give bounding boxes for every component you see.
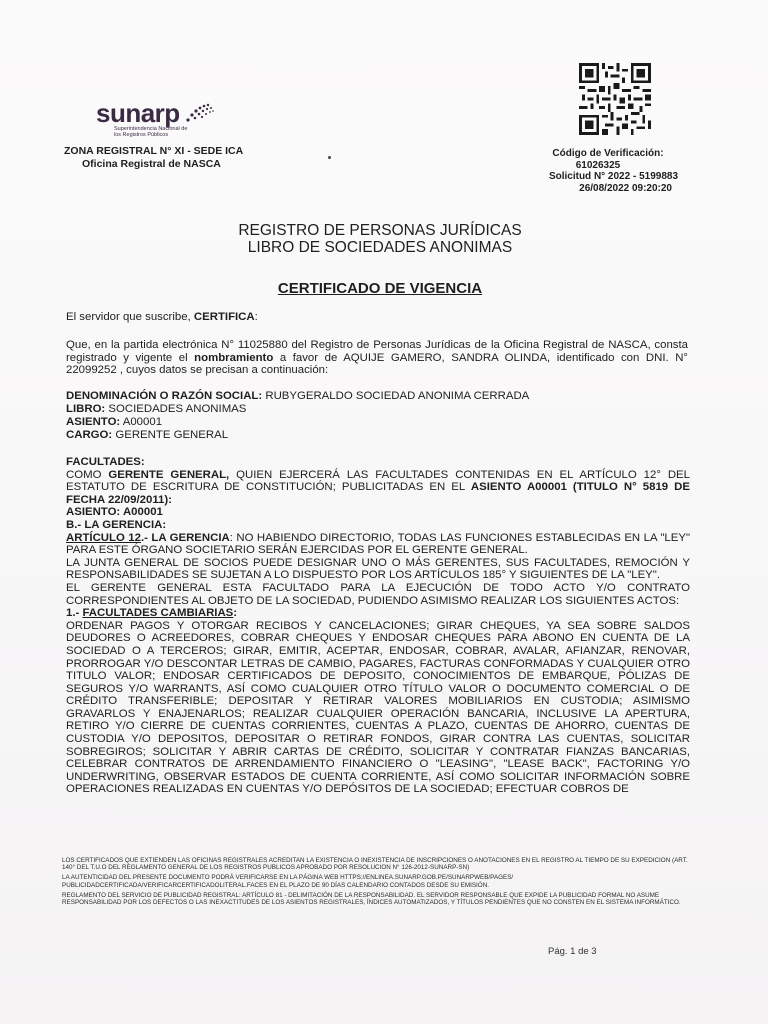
footer-note-2: LA AUTENTICIDAD DEL PRESENTE DOCUMENTO PODRÁ VERIFICARSE EN LA PÁGINA WEB HTTPS://ENLINEA.SUNARP.GOB.PE/SUNARPWEB/PAGES/ PUBLICIDADCERTIFICADA/VERIFICARCERTIFICADOLITERAL.FACES EN EL PLAZO DE 90 DÍAS CALENDARIO CONTADOS DESDE SU EMISIÓN. xyxy=(62,874,514,889)
cargo-value: GERENTE GENERAL xyxy=(112,429,229,441)
logo-wordmark: sunarp xyxy=(96,98,180,128)
registry-title: REGISTRO DE PERSONAS JURÍDICAS xyxy=(238,222,522,239)
footer-note-3: REGLAMENTO DEL SERVICIO DE PUBLICIDAD REGISTRAL: ARTÍCULO 81 - DELIMITACIÓN DE LA RESPONSABILIDAD. EL SERVIDOR RESPONSABLE QUE EXPIDE LA PUBLICIDAD FORMAL NO ASUME RESPONSABILIDAD POR LOS DEFECTOS O LAS INEXACTITUDES DE LOS ASIENTOS REGISTRALES, ÍNDICES AUTOMATIZADOS, Y TÍTULOS PENDIENTES QUE NO CONSTEN EN EL SISTEMA INFORMÁTICO. xyxy=(62,891,681,907)
scan-dot xyxy=(328,156,331,159)
partida-paragraph xyxy=(66,339,688,377)
details-block xyxy=(66,390,686,442)
asiento-row xyxy=(66,416,686,429)
cargo-row xyxy=(66,429,686,442)
nombramiento-word: nombramiento xyxy=(194,351,274,364)
logo-subtitle: Superintendencia Nacional de los Registros Públicos xyxy=(114,126,188,138)
gerente-paragraph: EL GERENTE GENERAL ESTA FACULTADO PARA LA EJECUCIÓN DE TODO ACTO Y/O CONTRATO CORRESPONDIENTES AL OBJETO DE LA SOCIEDAD, PUDIENDO ASIMISMO REALIZAR LOS SIGUIENTES ACTOS: xyxy=(66,581,690,607)
f1-asiento-ref: ASIENTO A00001 (TITULO N° 5819 DE FECHA 22/09/2011): xyxy=(66,481,691,506)
asiento-value: A00001 xyxy=(120,416,163,428)
junta-paragraph: LA JUNTA GENERAL DE SOCIOS PUEDE DESIGNAR UNO O MÁS GERENTES, SUS FACULTADES, REMOCIÓN Y RESPONSABILIDADES SE SUJETAN A LO DISPUESTO POR LOS ARTÍCULOS 185° Y SIGUIENTES DE LA "LEY". xyxy=(66,556,690,582)
cambiarias-label: FACULTADES CAMBIARIAS xyxy=(82,607,234,620)
issue-timestamp: 26/08/2022 09:20:20 xyxy=(579,182,672,194)
intro-text: El servidor que suscribe, xyxy=(66,311,194,323)
cargo-label: CARGO: xyxy=(66,429,113,441)
articulo-gerencia: .- LA GERENCIA xyxy=(140,531,230,544)
footer-note-1: LOS CERTIFICADOS QUE EXTIENDEN LAS OFICINAS REGISTRALES ACREDITAN LA EXISTENCIA O INEXISTENCIA DE INSCRIPCIONES O ANOTACIONES EN EL REGISTRO AL TIEMPO DE SU EXPEDICION (ART. 140° DEL T.U.O DEL REGLAMENTO GENERAL DE LOS REGISTROS PUBLICOS APROBADO POR RESOLUCION N° 126-2012-SUNARP-SN) xyxy=(62,857,688,872)
registry-titles xyxy=(150,222,610,256)
articulo-12 xyxy=(66,532,690,557)
certificate-title: CERTIFICADO DE VIGENCIA xyxy=(277,280,483,297)
verification-block xyxy=(518,148,678,194)
cambiarias-num: 1.- xyxy=(66,607,83,620)
asiento-line: ASIENTO: A00001 xyxy=(66,506,163,519)
codigo-value: 61026325 xyxy=(575,159,621,171)
zona-text: ZONA REGISTRAL N° XI - SEDE ICA xyxy=(64,145,244,157)
zona-registral xyxy=(64,145,243,171)
partida-text-b: a favor de AQUIJE GAMERO, SANDRA OLINDA, identificado con DNI. N° 22099252 , cuyos datos se precisan a continuación: xyxy=(66,351,688,377)
asiento-label: ASIENTO: xyxy=(66,416,121,428)
partida-text-a: Que, en la partida electrónica N° 11025880 del Registro de Personas Jurídicas de la Oficina Registral de NASCA, consta registrado y vigente el xyxy=(66,339,688,364)
f1-gerente: GERENTE GENERAL, xyxy=(108,468,230,481)
denominacion-row xyxy=(66,390,686,403)
gerencia-heading: B.- LA GERENCIA: xyxy=(66,518,167,531)
denominacion-label: DENOMINACIÓN O RAZÓN SOCIAL: xyxy=(66,390,263,402)
libro-row xyxy=(66,403,686,416)
facultades-section xyxy=(66,456,690,796)
libro-label: LIBRO: xyxy=(66,403,106,415)
oficina-text: Oficina Registral de NASCA xyxy=(82,158,221,170)
denominacion-value: RUBYGERALDO SOCIEDAD ANONIMA CERRADA xyxy=(262,390,530,402)
libro-value: SOCIEDADES ANONIMAS xyxy=(105,403,247,415)
sunarp-logo xyxy=(96,98,216,148)
cambiarias-paragraph: ORDENAR PAGOS Y OTORGAR RECIBOS Y CANCELACIONES; GIRAR CHEQUES, YA SEA SOBRE SALDOS DEUDORES O ACREEDORES, COBRAR CHEQUES Y ENDOSAR CHEQUES PARA ABONO EN CUENTA DE LA SOCIEDAD O A TERCEROS; GIRAR, EMITIR, ACEPTAR, ENDOSAR, COBRAR, AVALAR, AFIANZAR, RENOVAR, PRORROGAR Y/O DESCONTAR LETRAS DE CAMBIO, PAGARES, FACTURAS CONFORMADAS Y CUALQUIER OTRO TITULO VALOR; ENDOSAR CERTIFICADOS DE DEPOSITO, CONOCIMIENTOS DE EMBARQUE, PÓLIZAS DE SEGUROS Y/O WARRANTS, ASÍ COMO CUALQUIER OTRO TÍTULO VALOR O DOCUMENTO COMERCIAL O DE CRÉDITO TRANSFERIBLE; DEPOSITAR Y RETIRAR VALORES MOBILIARIOS EN CUSTODIA; ASIMISMO GRAVARLOS Y ENAJENARLOS; REALIZAR CUALQUIER OPERACIÓN BANCARIA, INCLUSIVE LA APERTURA, RETIRO Y/O CIERRE DE CUENTAS CORRIENTES, CUENTAS A PLAZO, CUENTAS DE AHORRO, CUENTAS DE CUSTODIA Y/O DEPOSITOS, DEPOSITAR O RETIRAR FONDOS, GIRAR CONTRA LAS CUENTAS, SOLICITAR SOBREGIROS; SOLICITAR Y ABRIR CARTAS DE CRÉDITO, SOLICITAR Y CONTRATAR FIANZAS BANCARIAS, CELEBRAR CONTRATOS DE ARRENDAMIENTO FINANCIERO O "LEASING", "LEASE BACK", FACTORING Y/O UNDERWRITING, OBSERVAR ESTADOS DE CUENTA CORRIENTE, ASÍ COMO SOLICITAR INFORMACIÓN SOBRE OPERACIONES REALIZADAS EN CUENTAS Y/O DEPÓSITOS DE LA SOCIEDAD; EFECTUAR COBROS DE xyxy=(66,619,690,796)
legal-footer xyxy=(62,857,702,909)
solicitud-number: Solicitud N° 2022 - 5199883 xyxy=(548,171,678,182)
articulo-label: ARTÍCULO 12 xyxy=(66,531,141,544)
articulo-text: : NO HABIENDO DIRECTORIO, TODAS LAS FUNCIONES ESTABLECIDAS EN LA "LEY" PARA ESTE ÓRGANO SOCIETARIO SERÁN EJERCIDAS POR EL GERENTE GENERAL. xyxy=(66,531,690,557)
facultades-heading: FACULTADES: xyxy=(66,456,145,468)
logo-dots-icon xyxy=(182,100,216,128)
page-number: Pág. 1 de 3 xyxy=(548,946,597,957)
intro-line xyxy=(66,311,686,324)
book-title: LIBRO DE SOCIEDADES ANONIMAS xyxy=(247,239,513,256)
intro-colon: : xyxy=(254,311,258,323)
f1-text-a: COMO xyxy=(66,468,109,481)
certifica-word: CERTIFICA xyxy=(193,311,255,323)
cambiarias-colon: : xyxy=(233,607,238,620)
f1-text-c: QUIEN EJERCERÁ LAS FACULTADES CONTENIDAS EN EL ARTÍCULO 12° DEL ESTATUTO DE ESCRITURA DE CONSTITUCIÓN; PUBLICITADAS EN EL xyxy=(66,468,690,494)
codigo-label: Código de Verificación: xyxy=(552,148,664,159)
qr-code-icon xyxy=(577,63,653,135)
facultades-intro xyxy=(66,469,690,507)
cambiarias-heading xyxy=(66,607,690,620)
